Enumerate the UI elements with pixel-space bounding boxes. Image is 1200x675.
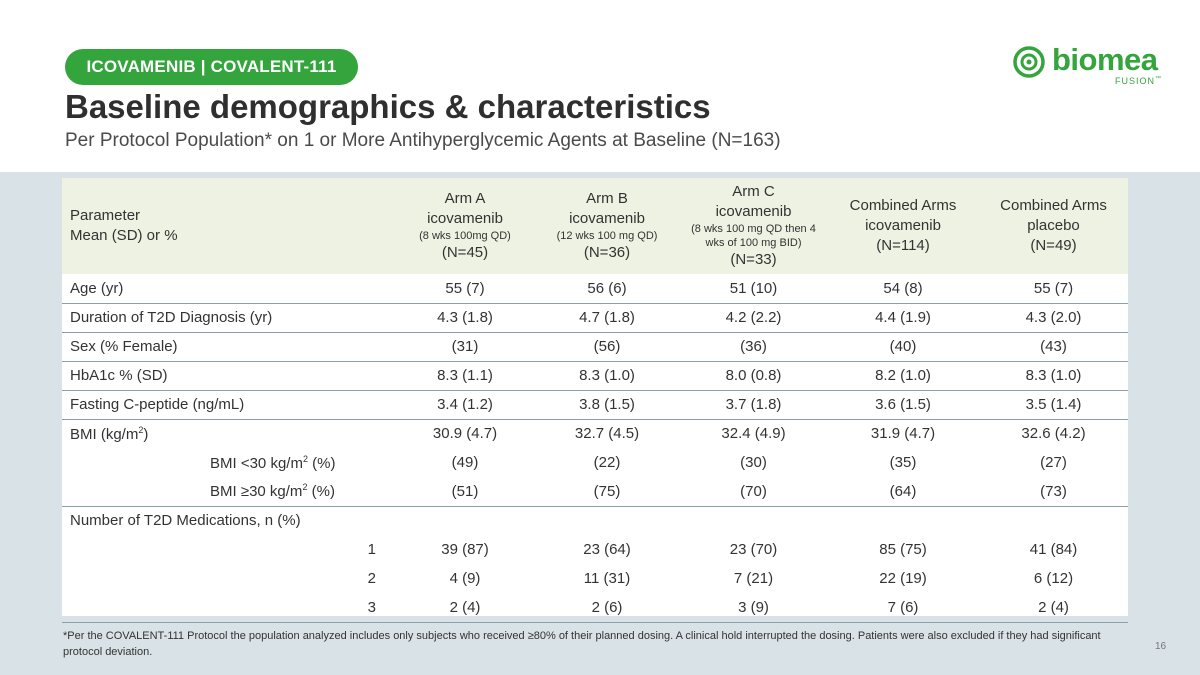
cell: 8.2 (1.0) bbox=[827, 361, 979, 390]
cell: (51) bbox=[396, 477, 534, 506]
page-number: 16 bbox=[1155, 641, 1167, 652]
slide-subtitle: Per Protocol Population* on 1 or More Antihyperglycemic Agents at Baseline (N=163) bbox=[65, 130, 781, 151]
table-header-row bbox=[62, 178, 1128, 274]
row-label: Duration of T2D Diagnosis (yr) bbox=[62, 303, 396, 332]
cell: 30.9 (4.7) bbox=[432, 425, 498, 443]
cell: (73) bbox=[979, 477, 1128, 506]
cell: 39 (87) bbox=[441, 541, 489, 558]
row-label: BMI <30 $kg/m^2$ (%) bbox=[210, 453, 336, 472]
cell: 3.6 (1.5) bbox=[827, 390, 979, 419]
cell: 85 (75) bbox=[879, 541, 927, 558]
table-row-bmi-30-plus bbox=[62, 477, 1128, 506]
cell: 2 (4) bbox=[396, 593, 534, 622]
cell: 7 (21) bbox=[733, 570, 774, 587]
cell: 4.2 (2.2) bbox=[680, 303, 827, 332]
cell: 3.5 (1.4) bbox=[979, 390, 1128, 419]
table-row-bmi bbox=[62, 419, 1128, 448]
demographics-table bbox=[62, 178, 1128, 623]
cell: (64) bbox=[827, 477, 979, 506]
row-label: Number of T2D Medications, n (%) bbox=[70, 512, 301, 530]
cell: 2 (4) bbox=[979, 593, 1128, 622]
row-label: Fasting C-peptide (ng/mL) bbox=[62, 390, 396, 419]
cell: (56) bbox=[534, 332, 680, 361]
row-label: 2 bbox=[367, 570, 376, 587]
param-header: Parameter Mean (SD) or % bbox=[70, 207, 178, 244]
table-row bbox=[62, 564, 1128, 593]
cell: 4.3 (2.0) bbox=[979, 303, 1128, 332]
cell: 8.0 (0.8) bbox=[680, 361, 827, 390]
row-label: Sex (% Female) bbox=[62, 332, 396, 361]
cell: 32.4 (4.9) bbox=[721, 425, 786, 443]
cell: (27) bbox=[1040, 454, 1067, 471]
cell: 8.3 (1.1) bbox=[396, 361, 534, 390]
cell: 4 (9) bbox=[449, 570, 481, 587]
cell: 23 (64) bbox=[583, 541, 631, 558]
logo-wordmark: biomea bbox=[1052, 42, 1158, 77]
cell: (31) bbox=[396, 332, 534, 361]
cell: 51 (10) bbox=[680, 274, 827, 303]
cell: 4.3 (1.8) bbox=[396, 303, 534, 332]
cell: 6 (12) bbox=[1033, 570, 1074, 587]
row-label: HbA1c % (SD) bbox=[62, 361, 396, 390]
cell: 3.7 (1.8) bbox=[680, 390, 827, 419]
topic-tag: ICOVAMENIB | COVALENT-111 bbox=[65, 49, 358, 85]
combined-placebo-header: Combined Arms placebo (N=49) bbox=[1000, 197, 1107, 254]
cell: 7 (6) bbox=[827, 593, 979, 622]
cell: (36) bbox=[680, 332, 827, 361]
cell: 22 (19) bbox=[879, 570, 927, 587]
arm-c-header: Arm C icovamenib (8 wks 100 mg QD then 4 wks of 100 mg BID) (N=33) bbox=[691, 183, 816, 268]
table-row-bmi-under-30 bbox=[62, 448, 1128, 477]
cell: 3.4 (1.2) bbox=[396, 390, 534, 419]
combined-icovamenib-header: Combined Arms icovamenib (N=114) bbox=[849, 197, 957, 254]
cell: (70) bbox=[680, 477, 827, 506]
logo-ring-icon bbox=[1012, 45, 1046, 79]
table-row-medications-label bbox=[62, 506, 1128, 535]
row-label: Age (yr) bbox=[62, 274, 396, 303]
table-row bbox=[62, 593, 1128, 622]
cell: 3 (9) bbox=[680, 593, 827, 622]
cell: 8.3 (1.0) bbox=[534, 361, 680, 390]
cell: 32.7 (4.5) bbox=[574, 425, 640, 443]
biomea-logo bbox=[1012, 42, 1172, 92]
cell: (35) bbox=[889, 454, 917, 471]
table-row bbox=[62, 332, 1128, 361]
cell: 3.8 (1.5) bbox=[534, 390, 680, 419]
row-label: BMI $(kg/m^2)$ bbox=[70, 424, 149, 443]
logo-subtext: FUSION™ bbox=[1115, 76, 1163, 86]
cell: 23 (70) bbox=[729, 541, 778, 558]
slide-header bbox=[0, 0, 1200, 172]
slide-title: Baseline demographics & characteristics bbox=[65, 88, 711, 125]
cell: 32.6 (4.2) bbox=[1021, 425, 1086, 443]
cell: 55 (7) bbox=[396, 274, 534, 303]
table-row bbox=[62, 303, 1128, 332]
cell: 2 (6) bbox=[534, 593, 680, 622]
cell: 56 (6) bbox=[534, 274, 680, 303]
cell: (30) bbox=[740, 454, 767, 471]
table-row bbox=[62, 274, 1128, 303]
cell: 54 (8) bbox=[827, 274, 979, 303]
table-row bbox=[62, 361, 1128, 390]
arm-a-header: Arm A icovamenib (8 wks 100mg QD) (N=45) bbox=[419, 190, 511, 261]
cell: 41 (84) bbox=[1029, 541, 1078, 558]
arm-b-header: Arm B icovamenib (12 wks 100 mg QD) (N=36) bbox=[556, 190, 658, 261]
table-row bbox=[62, 535, 1128, 564]
cell: 55 (7) bbox=[979, 274, 1128, 303]
cell: (40) bbox=[827, 332, 979, 361]
cell: (75) bbox=[534, 477, 680, 506]
cell: (49) bbox=[451, 454, 479, 471]
cell: 11 (31) bbox=[583, 570, 631, 587]
row-label: 1 bbox=[367, 541, 376, 558]
row-label: 3 bbox=[62, 593, 396, 622]
cell: 4.7 (1.8) bbox=[534, 303, 680, 332]
cell: 8.3 (1.0) bbox=[979, 361, 1128, 390]
table-row bbox=[62, 390, 1128, 419]
cell: 31.9 (4.7) bbox=[870, 425, 936, 443]
cell: (43) bbox=[979, 332, 1128, 361]
row-label: BMI ≥30 $kg/m^2$ (%) bbox=[62, 477, 396, 506]
cell: (22) bbox=[593, 454, 621, 471]
footnote: *Per the COVALENT-111 Protocol the population analyzed includes only subjects who received ≥80% of their planned dosing. A clinical hold interrupted the dosing. Patients were also excluded if they had significant protocol deviation. bbox=[63, 630, 1101, 658]
cell: 4.4 (1.9) bbox=[827, 303, 979, 332]
